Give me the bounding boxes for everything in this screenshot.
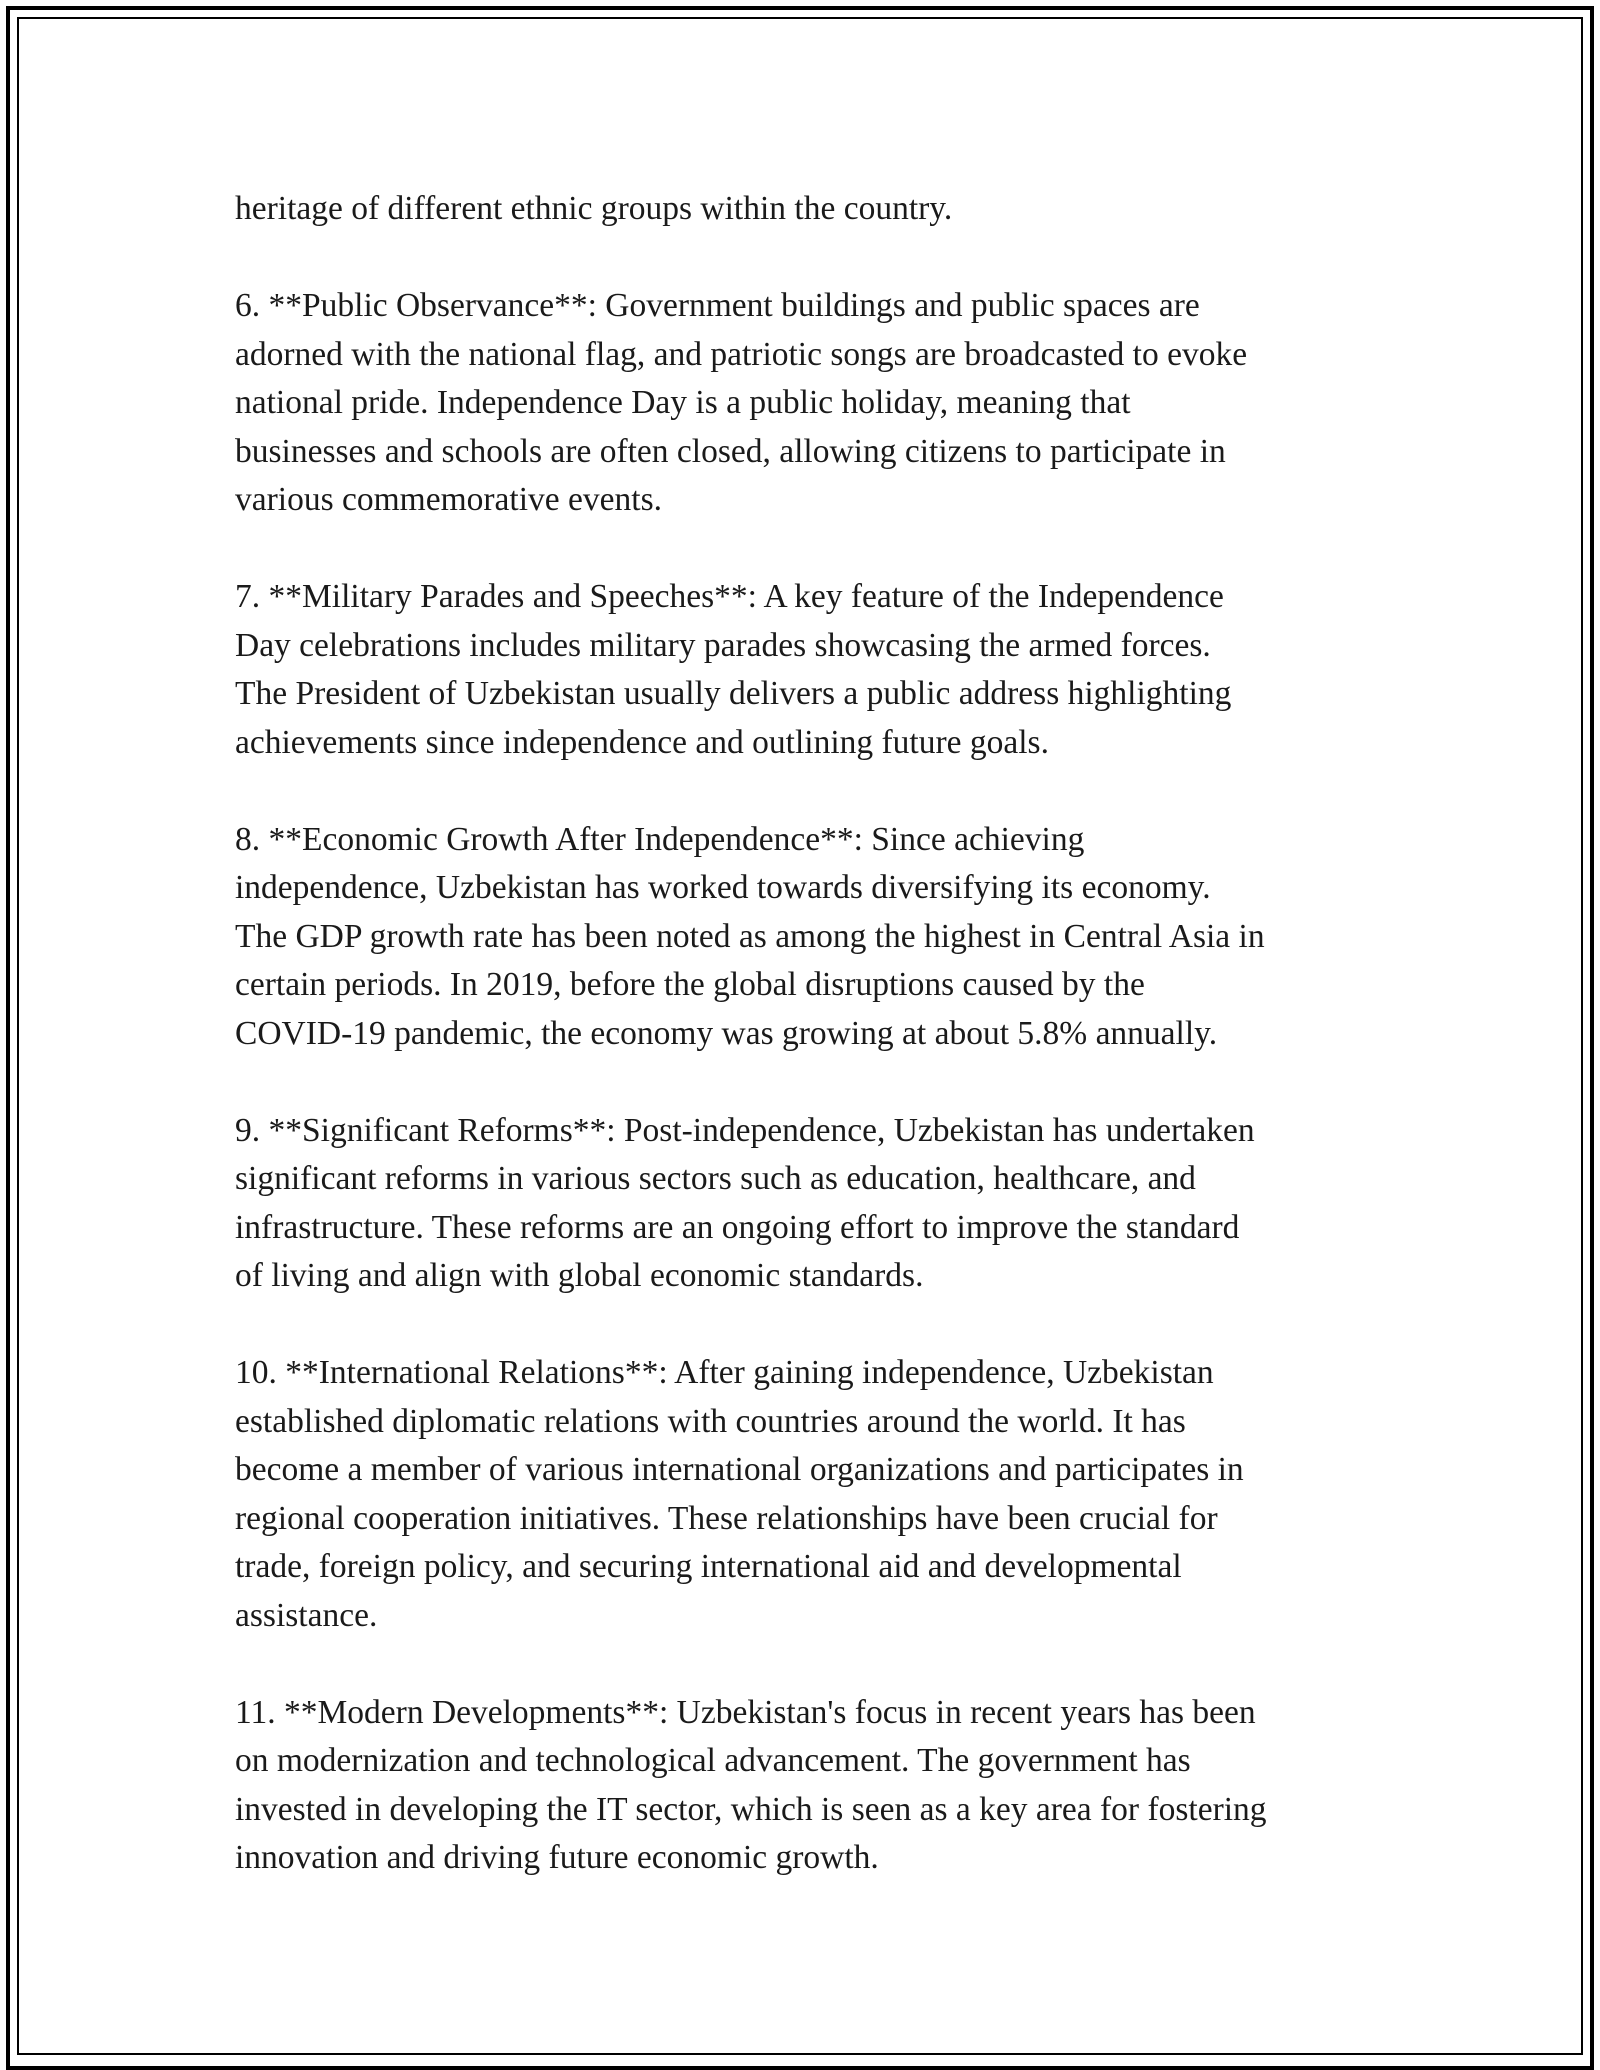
paragraph-modern-developments: 11. **Modern Developments**: Uzbekistan's focus in recent years has been on modernization and technological advancement. The government has invested in developing the IT sector, which is seen as a key area for fostering innovation and driving future economic growth.	[235, 1693, 1267, 1876]
paragraph-economic-growth: 8. **Economic Growth After Independence**: Since achieving independence, Uzbekistan has worked towards diversifying its economy. The GDP growth rate has been noted as among the highest in Central Asia in certain periods. In 2019, before the global disruptions caused by the COVID-19 pandemic, the economy was growing at about 5.8% annually.	[235, 820, 1265, 1052]
paragraph-significant-reforms: 9. **Significant Reforms**: Post-independence, Uzbekistan has undertaken significant reforms in various sectors such as education, healthcare, and infrastructure. These reforms are an ongoing effort to improve the standard of living and align with global economic standards.	[235, 1111, 1255, 1294]
paragraph-heritage-continuation: heritage of different ethnic groups within the country.	[235, 190, 953, 227]
paragraph-public-observance: 6. **Public Observance**: Government buildings and public spaces are adorned with the national flag, and patriotic songs are broadcasted to evoke national pride. Independence Day is a public holiday, meaning that businesses and schools are often closed, allowing citizens to participate in various commemorative events.	[235, 287, 1248, 518]
paragraph-military-parades: 7. **Military Parades and Speeches**: A key feature of the Independence Day celebrations includes military parades showcasing the armed forces. The President of Uzbekistan usually delivers a public address highlighting achievements since independence and outlining future goals.	[235, 578, 1232, 761]
document-body	[235, 185, 1385, 1931]
paragraph-international-relations: 10. **International Relations**: After gaining independence, Uzbekistan established diplomatic relations with countries around the world. It has become a member of various international organizations and participates in regional cooperation initiatives. These relationships have been crucial for trade, foreign policy, and securing international aid and developmental assistance.	[235, 1354, 1244, 1634]
